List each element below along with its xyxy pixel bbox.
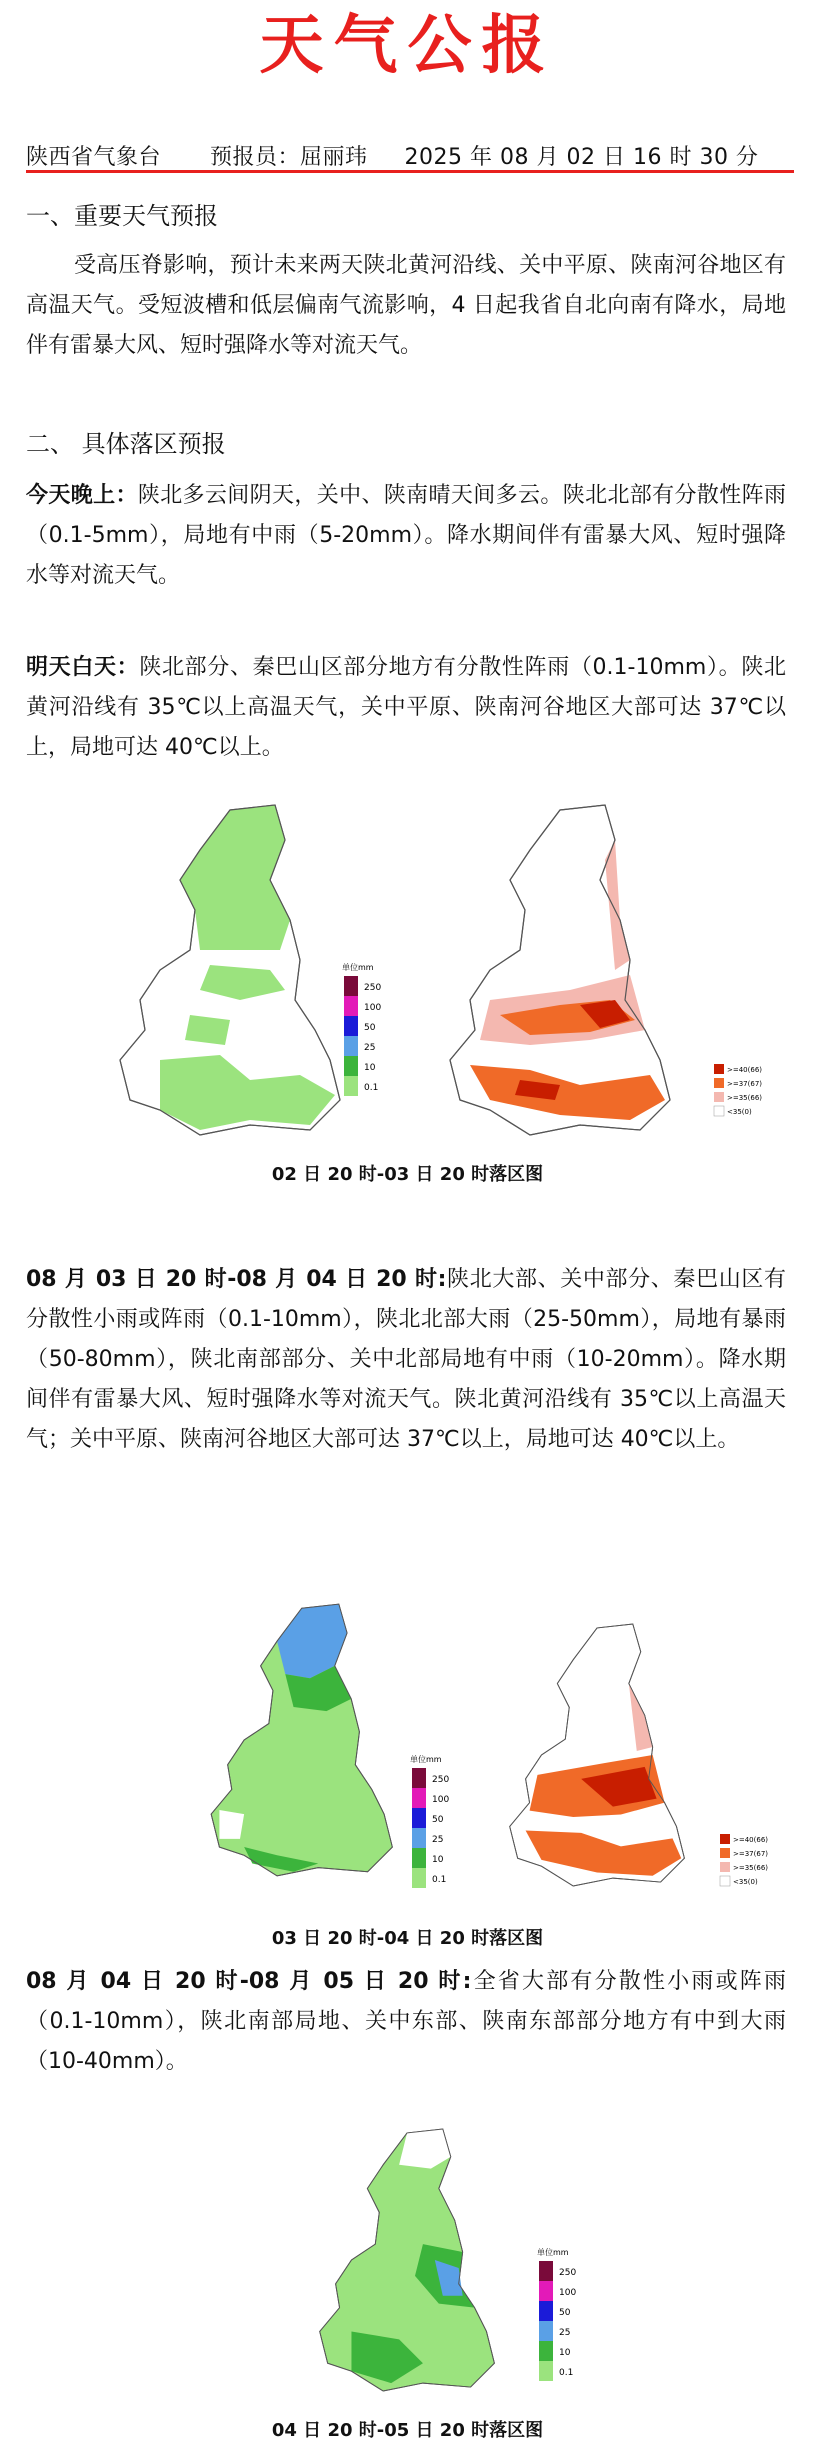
legend-level: >=37(67): [733, 1850, 769, 1858]
bulletin-title: 天气公报: [259, 9, 556, 83]
legend-unit: 单位mm: [410, 1755, 442, 1764]
legend-level: 25: [432, 1835, 444, 1845]
temperature-map-2: [490, 1620, 720, 1890]
period2-forecast: [26, 1260, 786, 1460]
legend-level: 50: [559, 2308, 571, 2318]
issue-datetime: 2025 年 08 月 02 日 16 时 30 分: [404, 145, 759, 170]
tonight-text: 陕北多云间阴天，关中、陕南晴天间多云。陕北北部有分散性阵雨（0.1-5mm），局地有中雨（5-20mm）。降水期间伴有雷暴大风、短时强降水等对流天气。: [26, 483, 786, 588]
header-divider: [26, 170, 794, 173]
legend-level: 100: [559, 2288, 577, 2298]
legend-unit: 单位mm: [537, 2248, 569, 2257]
period3-text: 全省大部有分散性小雨或阵雨（0.1-10mm），陕北南部局地、关中东部、陕南东部部分地方有中到大雨（10-40mm）。: [26, 1969, 786, 2074]
period3-label: 08 月 04 日 20 时-08 月 05 日 20 时:: [26, 1969, 472, 1994]
legend-level: >=35(66): [733, 1864, 769, 1872]
legend-level: 10: [432, 1855, 444, 1865]
rain-map-3: [300, 2125, 530, 2395]
rain-map-2: [190, 1600, 430, 1880]
legend-level: 50: [364, 1023, 376, 1033]
legend-level: >=40(66): [733, 1836, 769, 1844]
legend-level: 10: [559, 2348, 571, 2358]
tomorrow-forecast: [26, 648, 786, 768]
legend-level: 250: [364, 983, 382, 993]
legend-level: 10: [364, 1063, 376, 1073]
legend-level: >=37(67): [727, 1080, 763, 1088]
header-info: [26, 140, 791, 171]
legend-level: 0.1: [432, 1875, 447, 1885]
rain-legend-3: [535, 2245, 595, 2395]
legend-level: 50: [432, 1815, 444, 1825]
tonight-label: 今天晚上：: [26, 483, 138, 508]
rain-legend-1: [340, 960, 400, 1110]
rain-legend-2: [408, 1752, 468, 1902]
legend-unit: 单位mm: [342, 963, 374, 972]
legend-level: 25: [364, 1043, 376, 1053]
legend-level: 250: [432, 1775, 450, 1785]
period2-label: 08 月 03 日 20 时-08 月 04 日 20 时:: [26, 1267, 447, 1292]
legend-level: >=40(66): [727, 1066, 763, 1074]
legend-level: >=35(66): [727, 1094, 763, 1102]
section-heading-areas: 二、 具体落区预报: [26, 430, 226, 458]
legend-level: 250: [559, 2268, 577, 2278]
map-caption-2: 03 日 20 时-04 日 20 时落区图: [271, 1928, 544, 1949]
temperature-map-1: [430, 800, 710, 1140]
map-caption-3: 04 日 20 时-05 日 20 时落区图: [271, 2420, 544, 2441]
forecaster-name: 预报员：屈丽玮: [210, 145, 368, 170]
station-name: 陕西省气象台: [26, 145, 162, 170]
map-caption-1: 02 日 20 时-03 日 20 时落区图: [271, 1164, 544, 1185]
legend-level: <35(0): [727, 1108, 752, 1116]
section-heading-important: 一、重要天气预报: [26, 202, 218, 230]
legend-level: 0.1: [559, 2368, 574, 2378]
legend-level: 100: [364, 1003, 382, 1013]
period3-forecast: [26, 1962, 786, 2082]
temperature-legend-1: [712, 1060, 782, 1130]
legend-level: 100: [432, 1795, 450, 1805]
rain-map-1: [100, 800, 380, 1140]
legend-level: 0.1: [364, 1083, 379, 1093]
tomorrow-text: 陕北部分、秦巴山区部分地方有分散性阵雨（0.1-10mm）。陕北黄河沿线有 35℃以上高温天气，关中平原、陕南河谷地区大部可达 37℃以上，局地可达 40℃以上。: [26, 655, 786, 760]
temperature-legend-2: [718, 1830, 788, 1900]
tonight-forecast: [26, 476, 786, 596]
tomorrow-label: 明天白天：: [26, 655, 140, 680]
important-forecast-text: 受高压脊影响，预计未来两天陕北黄河沿线、关中平原、陕南河谷地区有高温天气。受短波槽和低层偏南气流影响，4 日起我省自北向南有降水，局地伴有雷暴大风、短时强降水等对流天气。: [26, 253, 786, 358]
legend-level: 25: [559, 2328, 571, 2338]
period2-text: 陕北大部、关中部分、秦巴山区有分散性小雨或阵雨（0.1-10mm），陕北北部大雨（25-50mm），局地有暴雨（50-80mm），陕北南部部分、关中北部局地有中雨（10-20mm）。降水期间伴有雷暴大风、短时强降水等对流天气。陕北黄河沿线有 35℃以上高温天气；关中平原、陕南河谷地区大部可达 37℃以上，局地可达 40℃以上。: [26, 1267, 786, 1452]
legend-level: <35(0): [733, 1878, 758, 1886]
